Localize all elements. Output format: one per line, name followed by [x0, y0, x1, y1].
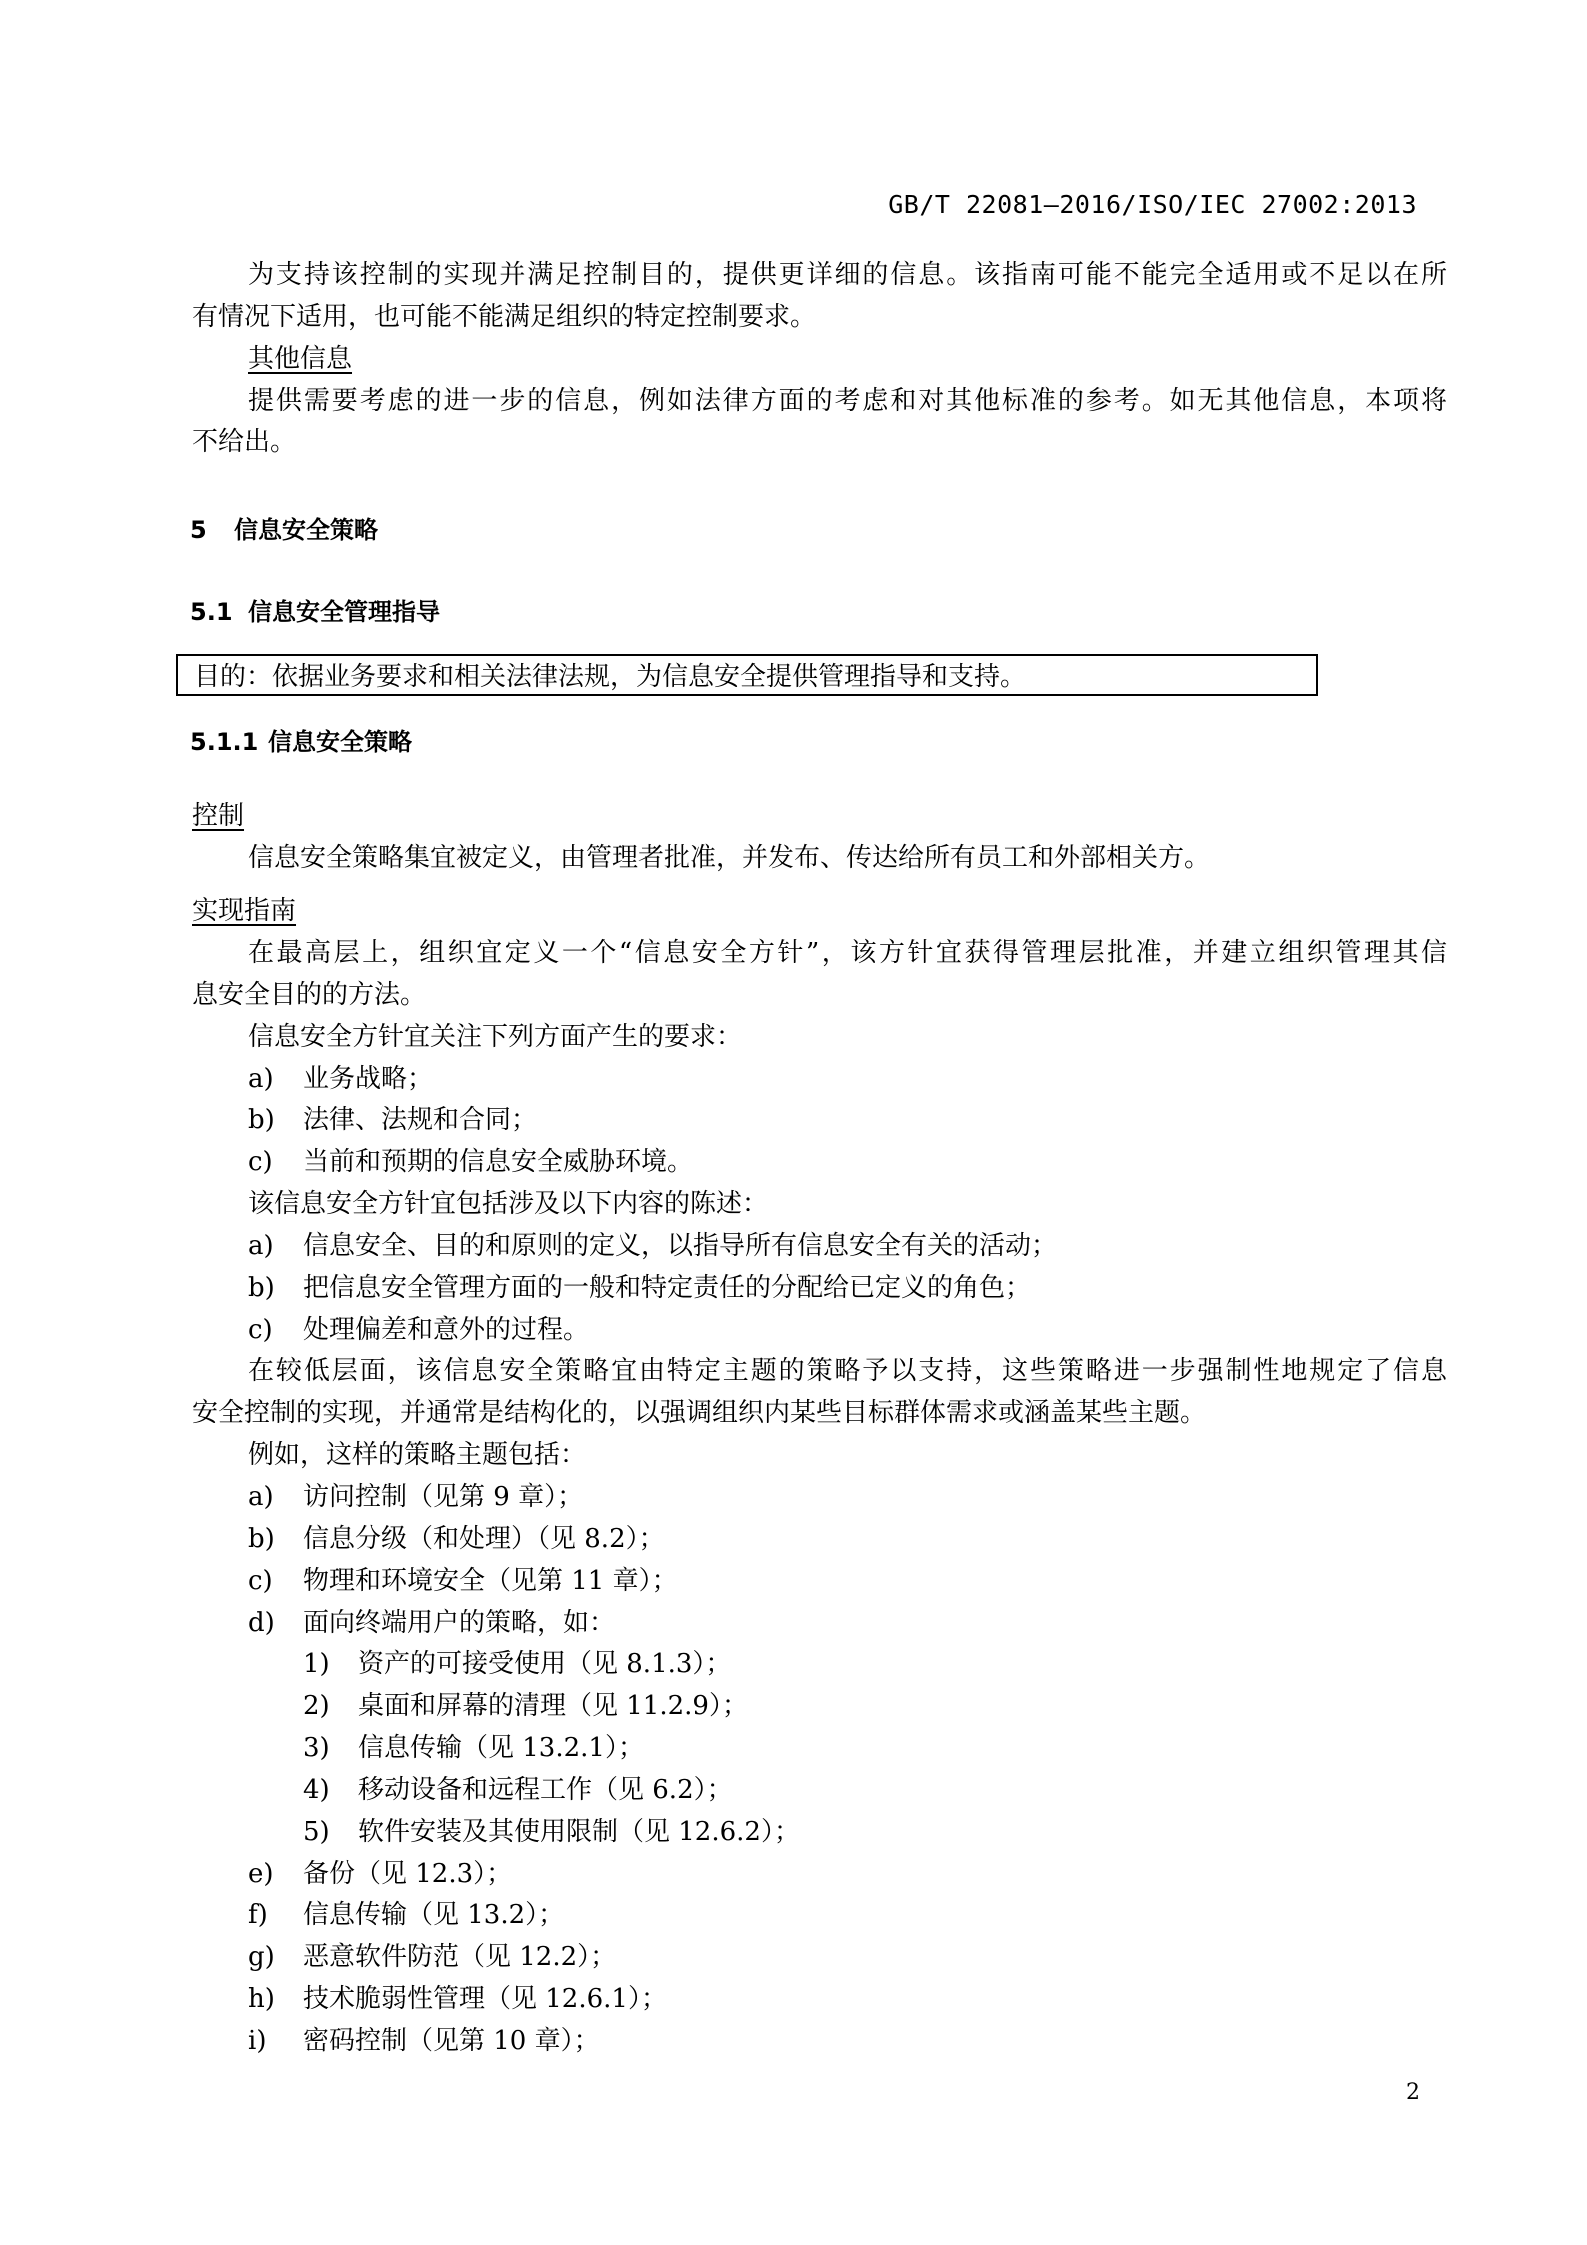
list-item-label: a): [248, 1063, 274, 1094]
list-item-label: h): [248, 1984, 275, 2015]
list-item: [192, 1310, 1447, 1352]
list-item-label: c): [248, 1565, 273, 1596]
list-item-label: c): [248, 1147, 273, 1178]
paragraph-line: 为支持该控制的实现并满足控制目的，提供更详细的信息。该指南可能不能完全适用或不足以在所: [248, 260, 1447, 290]
list-item-label: e): [248, 1858, 274, 1889]
list-item: [192, 1895, 1447, 1937]
objective-box: 目的：依据业务要求和相关法律法规，为信息安全提供管理指导和支持。: [176, 654, 1318, 696]
list-item: [192, 1770, 1447, 1812]
list-item-label: d): [248, 1607, 275, 1638]
list-item-text: 信息安全、目的和原则的定义，以指导所有信息安全有关的活动；: [303, 1230, 1058, 1261]
list-item-text: 资产的可接受使用（见 8.1.3）；: [358, 1649, 732, 1680]
list-item-text: 恶意软件防范（见 12.2）；: [303, 1942, 617, 1973]
list-item: [192, 1812, 1447, 1854]
list-item-label: 3): [303, 1733, 330, 1764]
list-item-text: 技术脆弱性管理（见 12.6.1）；: [303, 1984, 667, 2015]
list-item: [192, 1561, 1447, 1603]
list-item-label: b): [248, 1272, 275, 1303]
guidance-label: 实现指南: [192, 896, 297, 926]
list-item-text: 物理和环境安全（见第 11 章）；: [303, 1565, 678, 1596]
paragraph-line: 息安全目的的方法。: [192, 979, 427, 1010]
list-item: [192, 1268, 1447, 1310]
list-item-text: 面向终端用户的策略，如：: [303, 1607, 616, 1638]
list-item-label: 5): [303, 1816, 330, 1847]
list-item-text: 处理偏差和意外的过程。: [303, 1314, 590, 1345]
list-item: [192, 1100, 1447, 1142]
list-item: [192, 1226, 1447, 1268]
control-label: 控制: [192, 801, 245, 831]
list-item: [192, 1603, 1447, 1645]
list-item: [192, 1937, 1447, 1979]
paragraph-line: 提供需要考虑的进一步的信息，例如法律方面的考虑和对其他标准的参考。如无其他信息，本项将: [248, 385, 1447, 416]
list-item-text: 信息分级（和处理）（见 8.2）；: [303, 1523, 665, 1554]
control-text: 信息安全策略集宜被定义，由管理者批准，并发布、传达给所有员工和外部相关方。: [248, 842, 1211, 873]
list-item-text: 软件安装及其使用限制（见 12.6.2）；: [358, 1816, 800, 1847]
list-item-label: 2): [303, 1691, 330, 1722]
list-item-label: c): [248, 1314, 273, 1345]
list-item-text: 访问控制（见第 9 章）；: [303, 1481, 584, 1512]
list-item-text: 把信息安全管理方面的一般和特定责任的分配给已定义的角色；: [303, 1272, 1032, 1303]
guidance-label-row: [192, 891, 1447, 933]
list-item-label: 1): [303, 1649, 330, 1680]
paragraph-line: 信息安全方针宜关注下列方面产生的要求：: [248, 1021, 743, 1052]
paragraph-line: 该信息安全方针宜包括涉及以下内容的陈述：: [248, 1189, 769, 1220]
list-item: [192, 1142, 1447, 1184]
page-number: 2: [1406, 2080, 1420, 2105]
list-item-text: 密码控制（见第 10 章）；: [303, 2025, 600, 2056]
list-item-text: 信息传输（见 13.2）；: [303, 1900, 565, 1931]
list-item-label: a): [248, 1230, 274, 1261]
list-item-label: i): [248, 2025, 267, 2056]
list-item-text: 当前和预期的信息安全威胁环境。: [303, 1147, 694, 1178]
list-item-label: b): [248, 1105, 275, 1136]
list-item-label: g): [248, 1942, 275, 1973]
other-info-label: 其他信息: [248, 343, 353, 374]
list-item-text: 信息传输（见 13.2.1）；: [358, 1733, 644, 1764]
list-item: [192, 1854, 1447, 1896]
guidance-section: [192, 933, 1447, 2063]
paragraph-line: 安全控制的实现，并通常是结构化的，以强调组织内某些目标群体需求或涵盖某些主题。: [192, 1398, 1207, 1429]
section-5-1-1-heading: 5.1.1 信息安全策略: [190, 728, 412, 756]
list-item: [192, 1059, 1447, 1101]
list-item: [192, 1519, 1447, 1561]
list-item-text: 桌面和屏幕的清理（见 11.2.9）；: [358, 1691, 748, 1722]
section-5-heading: 5 信息安全策略: [190, 516, 378, 544]
list-item: [192, 1686, 1447, 1728]
list-item: [192, 2021, 1447, 2063]
list-item-text: 备份（见 12.3）；: [303, 1858, 513, 1889]
intro-section: [192, 255, 1447, 464]
paragraph-line: 不给出。: [192, 427, 297, 458]
list-item-label: f): [248, 1900, 268, 1931]
list-item-text: 移动设备和远程工作（见 6.2）；: [358, 1774, 733, 1805]
control-section: [192, 796, 1447, 880]
paragraph-line: 有情况下适用，也可能不能满足组织的特定控制要求。: [192, 301, 817, 332]
list-item: [192, 1728, 1447, 1770]
standard-header: GB/T 22081—2016/ISO/IEC 27002:2013: [888, 190, 1417, 219]
list-item: [192, 1979, 1447, 2021]
paragraph-line: 在最高层上，组织宜定义一个“信息安全方针”，该方针宜获得管理层批准，并建立组织管理其信: [248, 938, 1447, 968]
section-5-1-heading: 5.1 信息安全管理指导: [190, 598, 440, 626]
list-item-label: b): [248, 1523, 275, 1554]
list-item-text: 法律、法规和合同；: [303, 1105, 538, 1136]
list-item-text: 业务战略；: [303, 1063, 434, 1094]
paragraph-line: 例如，这样的策略主题包括：: [248, 1440, 587, 1471]
paragraph-line: 在较低层面，该信息安全策略宜由特定主题的策略予以支持，这些策略进一步强制性地规定了信息: [248, 1356, 1447, 1387]
list-item-label: 4): [303, 1774, 330, 1805]
list-item: [192, 1477, 1447, 1519]
list-item-label: a): [248, 1481, 274, 1512]
list-item: [192, 1644, 1447, 1686]
